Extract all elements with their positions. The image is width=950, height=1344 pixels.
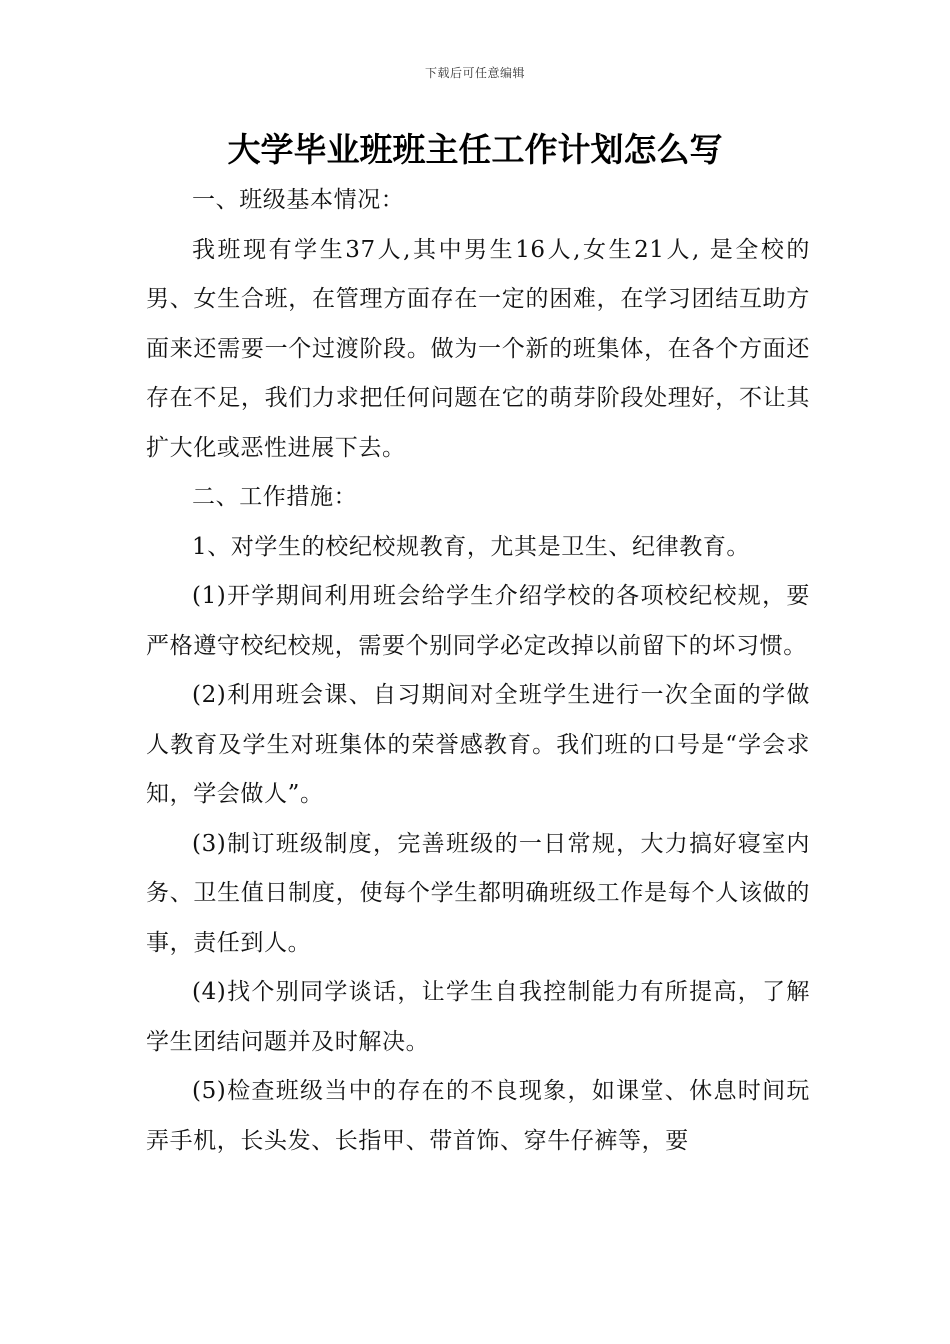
header-note: 下载后可任意编辑 — [424, 66, 525, 80]
section-heading-basic-info: 一、班级基本情况： — [192, 187, 405, 213]
measure-subitem-5: (5)检查班级当中的存在的不良现象，如课堂、休息时间玩弄手机，长头发、长指甲、带首饰、穿牛仔裤等，要 — [146, 1078, 810, 1154]
measure-item-1: 1、对学生的校纪校规教育，尤其是卫生、纪律教育。 — [192, 533, 751, 560]
measure-subitem-1: (1)开学期间利用班会给学生介绍学校的各项校纪校规，要严格遵守校纪校规，需要个别同学必定改掉以前留下的坏习惯。 — [146, 583, 810, 659]
measure-subitem-2: (2)利用班会课、自习期间对全班学生进行一次全面的学做人教育及学生对班集体的荣誉感教育。我们班的口号是“学会求知，学会做人”。 — [146, 682, 810, 807]
measure-subitem-3: (3)制订班级制度，完善班级的一日常规，大力搞好寝室内务、卫生值日制度，使每个学生都明确班级工作是每个人该做的事，责任到人。 — [146, 830, 810, 956]
measure-subitem-4: (4)找个别同学谈话，让学生自我控制能力有所提高，了解学生团结问题并及时解决。 — [146, 979, 810, 1055]
section-heading-measures: 二、工作措施： — [192, 484, 358, 510]
paragraph-class-overview: 我班现有学生37人,其中男生16人,女生21人, 是全校的男、女生合班，在管理方面存在一定的困难，在学习团结互助方面来还需要一个过渡阶段。做为一个新的班集体，在各个方面还存在不足，我们力求把任何问题在它的萌芽阶段处理好，不让其扩大化或恶性进展下去。 — [146, 236, 810, 461]
document-title: 大学毕业班班主任工作计划怎么写 — [227, 130, 723, 169]
document-body — [146, 176, 810, 1166]
